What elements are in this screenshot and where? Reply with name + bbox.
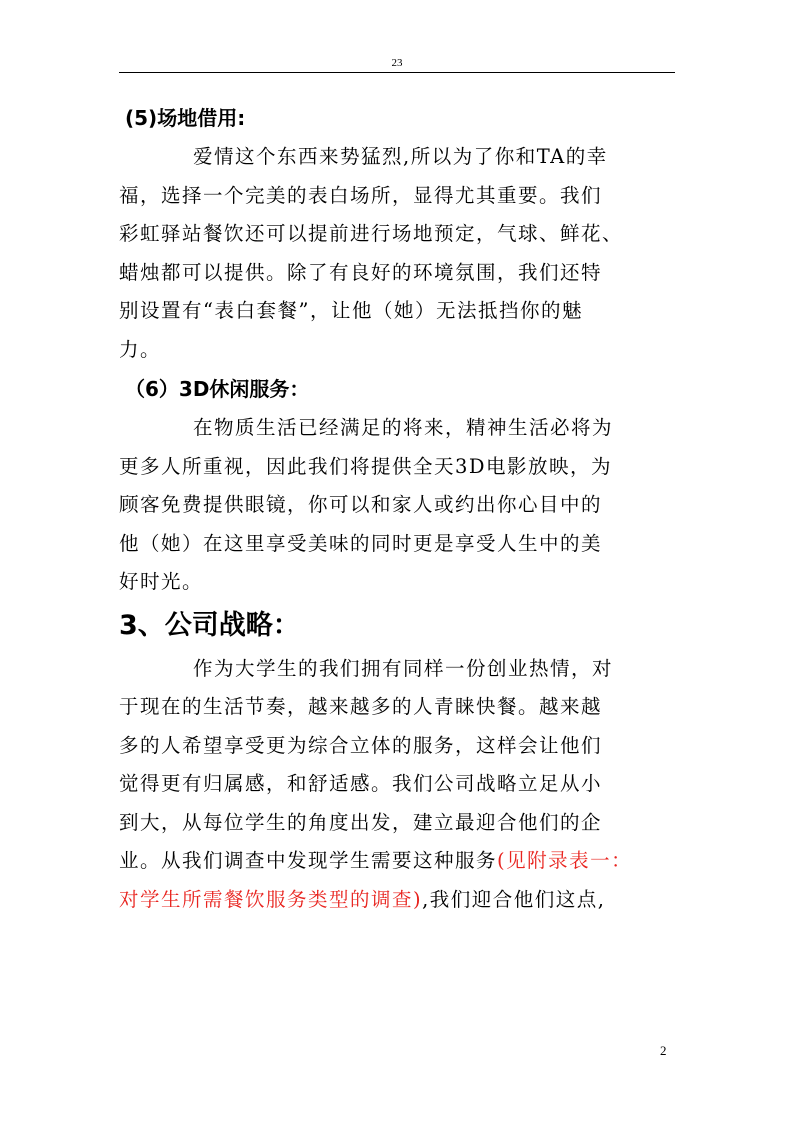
paragraph-line: 于现在的生活节奏，越来越多的人青睐快餐。越来越 — [119, 695, 603, 718]
footer-page-number: 2 — [660, 1043, 667, 1058]
paragraph-line: 好时光。 — [119, 570, 204, 593]
paragraph-line: 到大，从每位学生的角度出发，建立最迎合他们的企 — [119, 810, 603, 834]
venue-heading: (5)场地借用: — [125, 106, 246, 130]
document-body — [119, 98, 675, 919]
appendix-reference: 对学生所需餐饮服务类型的调查) — [119, 887, 423, 911]
paragraph-line: 在物质生活已经满足的将来，精神生活必将为 — [193, 416, 614, 439]
paragraph-line: 力。 — [119, 337, 162, 361]
strategy-heading: 3、公司战略： — [119, 609, 300, 641]
paragraph-line — [119, 881, 675, 920]
paragraph-text: ,我们迎合他们这点, — [422, 887, 606, 911]
paragraph-line: 爱情这个东西来势猛烈,所以为了你和TA的幸 — [193, 145, 608, 168]
leisure-3d-heading: （6）3D休闲服务： — [125, 377, 310, 401]
paragraph-line: 顾客免费提供眼镜，你可以和家人或约出你心目中的 — [119, 493, 603, 516]
paragraph-text: 业。从我们调查中发现学生需要这种服务 — [119, 849, 498, 872]
paragraph-line: 别设置有“表白套餐”，让他（她）无法抵挡你的魅 — [119, 299, 583, 322]
leisure-3d-paragraph — [119, 409, 675, 602]
paragraph-line: 更多人所重视，因此我们将提供全天3D电影放映，为 — [119, 454, 613, 478]
venue-paragraph — [119, 138, 675, 369]
paragraph-line: 作为大学生的我们拥有同样一份创业热情，对 — [193, 656, 614, 680]
header-rule — [119, 72, 675, 73]
paragraph-line: 彩虹驿站餐饮还可以提前进行场地预定，气球、鲜花、 — [119, 222, 624, 245]
paragraph-line: 蜡烛都可以提供。除了有良好的环境氛围，我们还特 — [119, 260, 603, 284]
appendix-reference: (见附录表一： — [497, 849, 633, 872]
paragraph-line: 他（她）在这里享受美味的同时更是享受人生中的美 — [119, 531, 603, 555]
paragraph-line — [119, 842, 675, 881]
strategy-paragraph — [119, 650, 675, 920]
header-page-reference: 23 — [391, 57, 403, 69]
paragraph-line: 福，选择一个完美的表白场所，显得尤其重要。我们 — [119, 183, 603, 207]
paragraph-line: 觉得更有归属感，和舒适感。我们公司战略立足从小 — [119, 772, 603, 795]
paragraph-line: 多的人希望享受更为综合立体的服务，这样会让他们 — [119, 733, 603, 757]
